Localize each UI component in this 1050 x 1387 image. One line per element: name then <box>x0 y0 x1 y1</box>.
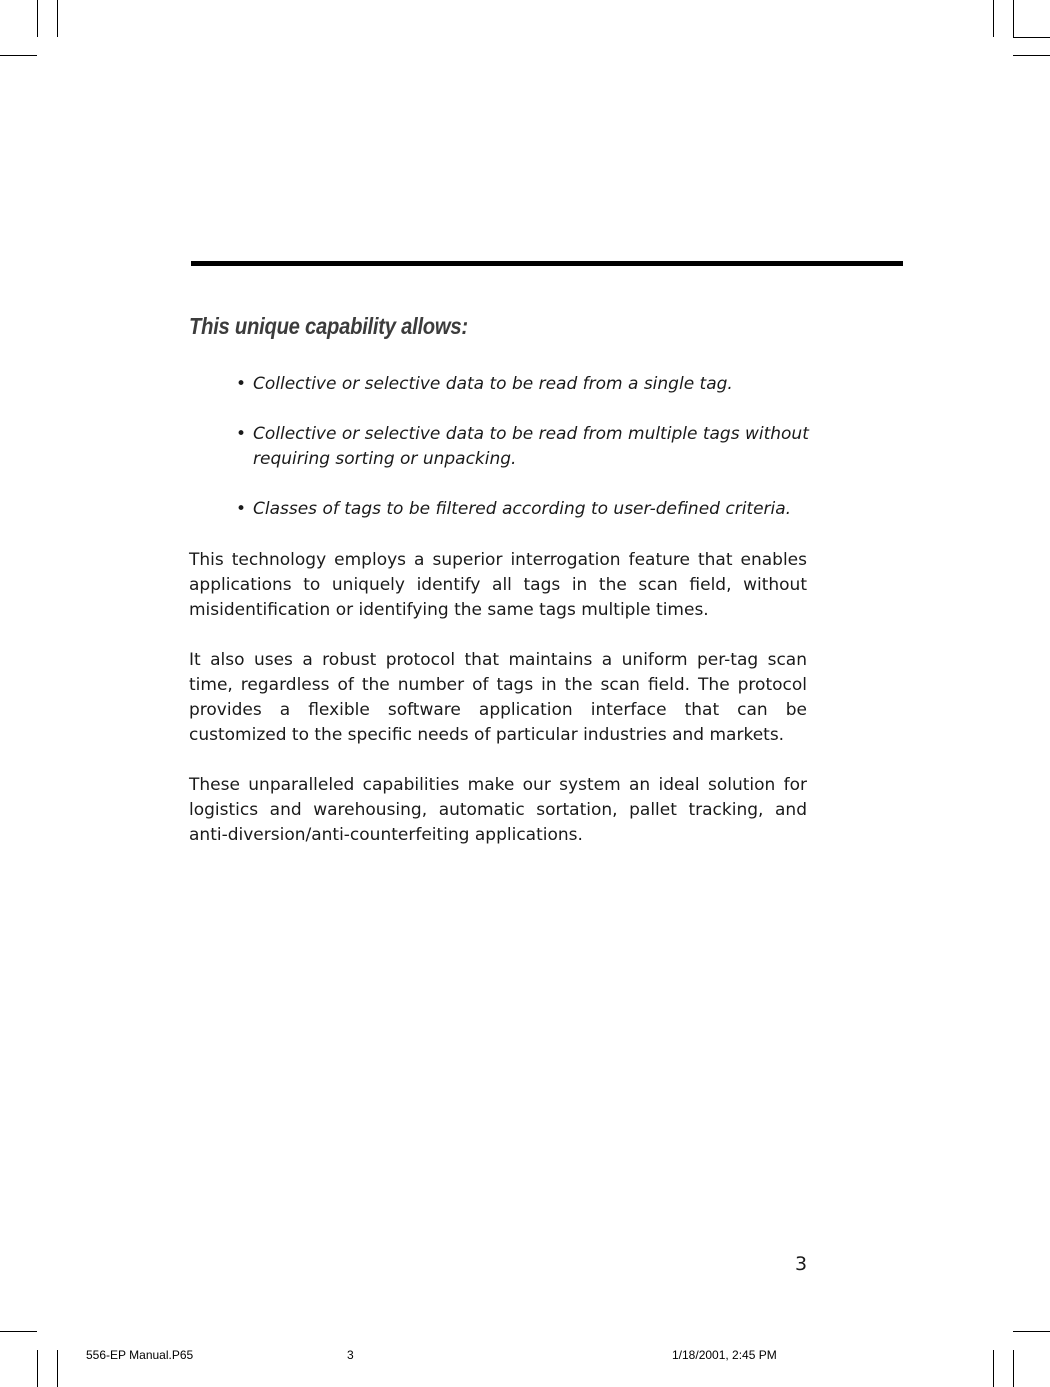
footer-page: 3 <box>347 1348 354 1362</box>
crop-mark <box>993 1350 994 1387</box>
body-paragraph: These unparalleled capabilities make our system an ideal solution for logistics and warehousing, automatic sortation, pallet tracking, and anti-diversion/anti-counterfeiting applications. <box>189 775 807 845</box>
crop-mark <box>1013 55 1050 56</box>
page-number: 3 <box>795 1253 808 1275</box>
bullet-icon: • <box>236 499 247 519</box>
header-rule <box>191 261 903 266</box>
crop-mark <box>57 1350 58 1387</box>
bullet-icon: • <box>236 424 247 444</box>
crop-mark <box>37 1350 38 1387</box>
body-paragraph: It also uses a robust protocol that maintains a uniform per-tag scan time, regardless of the number of tags in the scan field. The protocol provides a flexible software application interface that can be customized to the specific needs of particular industries and markets. <box>189 650 807 745</box>
bullet-icon: • <box>236 374 247 394</box>
crop-mark <box>37 0 38 37</box>
body-paragraph: This technology employs a superior interrogation feature that enables applications to uniquely identify all tags in the scan field, without misidentification or identifying the same tags multiple times. <box>189 550 807 620</box>
footer-file-name: 556-EP Manual.P65 <box>86 1348 194 1362</box>
crop-mark <box>1013 1331 1050 1332</box>
crop-mark <box>0 55 37 56</box>
list-item-text: Collective or selective data to be read from multiple tags without requiring sorting or unpacking. <box>253 424 809 469</box>
list-item-text: Classes of tags to be filtered according to user-defined criteria. <box>253 499 792 519</box>
crop-mark <box>1013 0 1014 37</box>
crop-mark <box>993 0 994 37</box>
list-item <box>236 422 811 472</box>
footer-timestamp: 1/18/2001, 2:45 PM <box>672 1348 777 1362</box>
crop-mark <box>0 1331 37 1332</box>
crop-mark <box>1013 37 1050 38</box>
list-item-text: Collective or selective data to be read from a single tag. <box>253 374 733 394</box>
crop-mark <box>1013 1350 1014 1387</box>
crop-mark <box>57 0 58 37</box>
capability-list <box>236 372 811 547</box>
list-item <box>236 372 811 397</box>
section-heading: This unique capability allows: <box>189 313 468 339</box>
list-item <box>236 497 811 522</box>
